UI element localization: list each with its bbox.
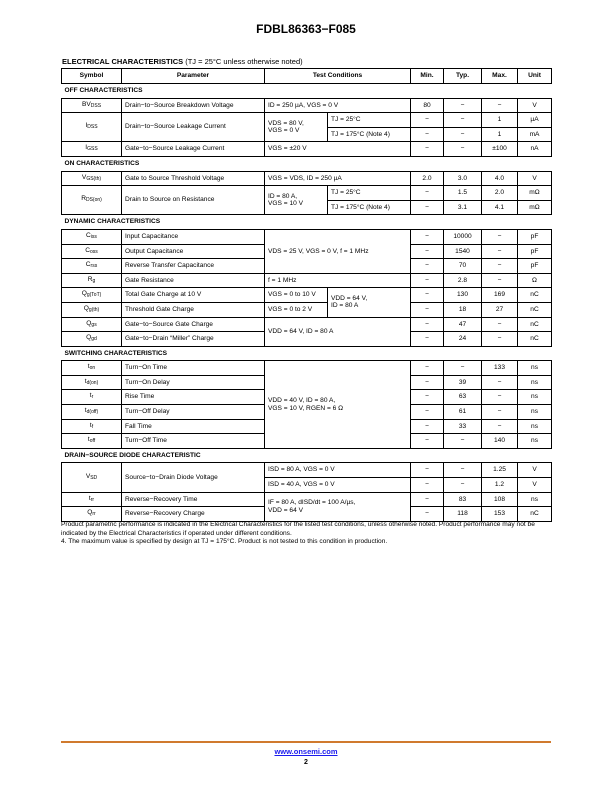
symbol: $C_{oss}$: [62, 244, 122, 259]
parameter: Input Capacitance: [122, 229, 265, 244]
table-title-main: ELECTRICAL CHARACTERISTICS: [62, 57, 184, 66]
unit: V: [518, 171, 552, 186]
unit: µA: [518, 113, 552, 128]
symbol: $R_g$: [62, 273, 122, 288]
max-value: −: [482, 317, 518, 332]
min-value: −: [411, 259, 444, 274]
parameter: Gate−to−Source Leakage Current: [122, 142, 265, 157]
footer-divider: [61, 741, 551, 743]
min-value: −: [411, 317, 444, 332]
table-row: [62, 302, 552, 317]
symbol: $Q_{rr}$: [62, 507, 122, 522]
section-dynamic: DYNAMIC CHARACTERISTICS: [62, 215, 552, 230]
max-value: 153: [482, 507, 518, 522]
cond-line: VGS = 10 V, RGEN = 6 Ω: [268, 404, 344, 412]
max-value: −: [482, 375, 518, 390]
cond-line: IF = 80 A, dISD/dt = 100 A/µs,: [268, 499, 356, 507]
parameter: Reverse Transfer Capacitance: [122, 259, 265, 274]
cond-line: VDD = 64 V: [268, 506, 304, 514]
unit: pF: [518, 244, 552, 259]
test-condition: [265, 186, 328, 215]
parameter: Turn−Off Delay: [122, 405, 265, 420]
typ-value: 33: [444, 419, 482, 434]
max-value: 169: [482, 288, 518, 303]
test-condition: VGS = 0 to 10 V: [265, 288, 328, 303]
test-condition: [265, 361, 411, 449]
unit: nC: [518, 317, 552, 332]
cond-line: VGS = 0 V: [268, 127, 300, 135]
unit: ns: [518, 361, 552, 376]
page-number: 2: [304, 759, 308, 766]
parameter: Gate−to−Source Gate Charge: [122, 317, 265, 332]
min-value: −: [411, 302, 444, 317]
max-value: 1: [482, 127, 518, 142]
symbol: $t_f$: [62, 419, 122, 434]
parameter: Drain−to−Source Leakage Current: [122, 113, 265, 142]
symbol: $C_{rss}$: [62, 259, 122, 274]
section-on: ON CHARACTERISTICS: [62, 156, 552, 171]
table-row: [62, 98, 552, 113]
unit: mΩ: [518, 200, 552, 215]
section-row: [62, 156, 552, 171]
unit: ns: [518, 492, 552, 507]
max-value: −: [482, 229, 518, 244]
min-value: −: [411, 463, 444, 478]
note-performance: Product parametric performance is indicated in the Electrical Characteristics for the listed test conditions, unless otherwise noted. Product performance may not be indicated by the Electrical Characteristics if operated under different conditions.: [61, 521, 535, 537]
typ-value: −: [444, 478, 482, 493]
typ-value: 83: [444, 492, 482, 507]
table-title-conditions: (TJ = 25°C unless otherwise noted): [185, 57, 303, 66]
max-value: −: [482, 419, 518, 434]
max-value: −: [482, 98, 518, 113]
section-diode: DRAIN−SOURCE DIODE CHARACTERISTIC: [62, 448, 552, 463]
unit: mA: [518, 127, 552, 142]
unit: nC: [518, 332, 552, 347]
typ-value: −: [444, 98, 482, 113]
typ-value: 118: [444, 507, 482, 522]
table-row: [62, 186, 552, 201]
symbol: $t_{rr}$: [62, 492, 122, 507]
max-value: −: [482, 405, 518, 420]
table-title: [62, 57, 303, 66]
notes: [61, 521, 553, 547]
test-condition: VDS = 25 V, VGS = 0 V, f = 1 MHz: [265, 229, 411, 273]
temp-condition: TJ = 25°C: [328, 186, 411, 201]
max-value: 1: [482, 113, 518, 128]
typ-value: 1540: [444, 244, 482, 259]
min-value: −: [411, 507, 444, 522]
cond-line: ID = 80 A,: [268, 192, 298, 200]
cond-line: VDD = 64 V,: [331, 294, 368, 302]
symbol: $t_{off}$: [62, 434, 122, 449]
min-value: −: [411, 390, 444, 405]
cond-line: VGS = 10 V: [268, 200, 304, 208]
cond-line: VDS = 80 V,: [268, 119, 304, 127]
max-value: 1.2: [482, 478, 518, 493]
table-header-row: [62, 69, 552, 84]
table-row: [62, 361, 552, 376]
test-condition: VGS = 0 to 2 V: [265, 302, 328, 317]
parameter: Gate−to−Drain “Miller” Charge: [122, 332, 265, 347]
max-value: 4.1: [482, 200, 518, 215]
typ-value: 3.0: [444, 171, 482, 186]
parameter: Turn−On Delay: [122, 375, 265, 390]
max-value: −: [482, 259, 518, 274]
temp-condition: TJ = 175°C (Note 4): [328, 127, 411, 142]
min-value: −: [411, 142, 444, 157]
max-value: −: [482, 332, 518, 347]
website-link[interactable]: www.onsemi.com: [274, 747, 338, 756]
min-value: −: [411, 244, 444, 259]
min-value: −: [411, 405, 444, 420]
min-value: −: [411, 113, 444, 128]
max-value: 108: [482, 492, 518, 507]
parameter: Threshold Gate Charge: [122, 302, 265, 317]
max-value: 2.0: [482, 186, 518, 201]
typ-value: 70: [444, 259, 482, 274]
unit: ns: [518, 375, 552, 390]
table-row: [62, 171, 552, 186]
parameter: Turn−Off Time: [122, 434, 265, 449]
section-switching: SWITCHING CHARACTERISTICS: [62, 346, 552, 361]
table-row: [62, 142, 552, 157]
cond-line: VDD = 40 V, ID = 80 A,: [268, 396, 336, 404]
min-value: −: [411, 127, 444, 142]
min-value: −: [411, 288, 444, 303]
typ-value: 130: [444, 288, 482, 303]
symbol: $t_{d(off)}$: [62, 405, 122, 420]
parameter: Drain−to−Source Breakdown Voltage: [122, 98, 265, 113]
typ-value: 39: [444, 375, 482, 390]
symbol: $t_r$: [62, 390, 122, 405]
min-value: −: [411, 419, 444, 434]
unit: V: [518, 478, 552, 493]
test-condition: [328, 288, 411, 317]
section-row: [62, 215, 552, 230]
unit: V: [518, 463, 552, 478]
unit: Ω: [518, 273, 552, 288]
test-condition: [265, 113, 328, 142]
page-title: FDBL86363−F085: [256, 22, 356, 36]
parameter: Fall Time: [122, 419, 265, 434]
cond-line: ID = 80 A: [331, 302, 359, 310]
test-condition: ISD = 40 A, VGS = 0 V: [265, 478, 411, 493]
typ-value: −: [444, 434, 482, 449]
min-value: −: [411, 492, 444, 507]
parameter: Gate to Source Threshold Voltage: [122, 171, 265, 186]
symbol: $BV_{DSS}$: [62, 98, 122, 113]
parameter: Reverse−Recovery Charge: [122, 507, 265, 522]
max-value: −: [482, 390, 518, 405]
min-value: −: [411, 186, 444, 201]
max-value: 27: [482, 302, 518, 317]
electrical-characteristics-table: [61, 68, 552, 522]
parameter: Total Gate Charge at 10 V: [122, 288, 265, 303]
symbol: $C_{iss}$: [62, 229, 122, 244]
section-row: [62, 84, 552, 99]
test-condition: ISD = 80 A, VGS = 0 V: [265, 463, 411, 478]
typ-value: −: [444, 142, 482, 157]
min-value: −: [411, 478, 444, 493]
parameter: Gate Resistance: [122, 273, 265, 288]
section-off: OFF CHARACTERISTICS: [62, 84, 552, 99]
temp-condition: TJ = 25°C: [328, 113, 411, 128]
test-condition: ID = 250 µA, VGS = 0 V: [265, 98, 411, 113]
min-value: −: [411, 200, 444, 215]
parameter: Output Capacitance: [122, 244, 265, 259]
symbol: $Q_{gd}$: [62, 332, 122, 347]
symbol: $V_{SD}$: [62, 463, 122, 492]
min-value: −: [411, 229, 444, 244]
symbol: $V_{GS(th)}$: [62, 171, 122, 186]
test-condition: VDD = 64 V, ID = 80 A: [265, 317, 411, 346]
test-condition: VGS = ±20 V: [265, 142, 411, 157]
typ-value: −: [444, 113, 482, 128]
unit: ns: [518, 419, 552, 434]
unit: pF: [518, 259, 552, 274]
unit: nC: [518, 507, 552, 522]
min-value: 80: [411, 98, 444, 113]
typ-value: −: [444, 127, 482, 142]
table-row: [62, 273, 552, 288]
typ-value: 1.5: [444, 186, 482, 201]
min-value: −: [411, 332, 444, 347]
unit: mΩ: [518, 186, 552, 201]
max-value: ±100: [482, 142, 518, 157]
unit: pF: [518, 229, 552, 244]
temp-condition: TJ = 175°C (Note 4): [328, 200, 411, 215]
typ-value: −: [444, 361, 482, 376]
col-parameter: Parameter: [122, 69, 265, 84]
symbol: $I_{DSS}$: [62, 113, 122, 142]
unit: nA: [518, 142, 552, 157]
unit: nC: [518, 302, 552, 317]
max-value: −: [482, 273, 518, 288]
test-condition: VGS = VDS, ID = 250 µA: [265, 171, 411, 186]
symbol: $Q_{gs}$: [62, 317, 122, 332]
col-test-conditions: Test Conditions: [265, 69, 411, 84]
parameter: Source−to−Drain Diode Voltage: [122, 463, 265, 492]
max-value: 1.25: [482, 463, 518, 478]
typ-value: 3.1: [444, 200, 482, 215]
col-symbol: Symbol: [62, 69, 122, 84]
note-4: 4. The maximum value is specified by design at TJ = 175°C. Product is not tested to this condition in production.: [61, 538, 388, 546]
table-row: [62, 317, 552, 332]
typ-value: 10000: [444, 229, 482, 244]
table-row: [62, 492, 552, 507]
parameter: Drain to Source on Resistance: [122, 186, 265, 215]
typ-value: 24: [444, 332, 482, 347]
min-value: 2.0: [411, 171, 444, 186]
min-value: −: [411, 375, 444, 390]
table-row: [62, 288, 552, 303]
typ-value: 47: [444, 317, 482, 332]
typ-value: 18: [444, 302, 482, 317]
symbol: $Q_{g(th)}$: [62, 302, 122, 317]
max-value: 133: [482, 361, 518, 376]
min-value: −: [411, 273, 444, 288]
symbol: $t_{on}$: [62, 361, 122, 376]
test-condition: f = 1 MHz: [265, 273, 411, 288]
unit: ns: [518, 390, 552, 405]
symbol: $I_{GSS}$: [62, 142, 122, 157]
parameter: Turn−On Time: [122, 361, 265, 376]
unit: ns: [518, 405, 552, 420]
typ-value: 2.8: [444, 273, 482, 288]
col-unit: Unit: [518, 69, 552, 84]
unit: V: [518, 98, 552, 113]
typ-value: −: [444, 463, 482, 478]
max-value: −: [482, 244, 518, 259]
typ-value: 61: [444, 405, 482, 420]
unit: ns: [518, 434, 552, 449]
table-row: [62, 463, 552, 478]
parameter: Rise Time: [122, 390, 265, 405]
test-condition: [265, 492, 411, 521]
symbol: $R_{DS(on)}$: [62, 186, 122, 215]
col-min: Min.: [411, 69, 444, 84]
section-row: [62, 448, 552, 463]
col-max: Max.: [482, 69, 518, 84]
parameter: Reverse−Recovery Time: [122, 492, 265, 507]
max-value: 140: [482, 434, 518, 449]
table-row: [62, 113, 552, 128]
typ-value: 63: [444, 390, 482, 405]
symbol: $t_{d(on)}$: [62, 375, 122, 390]
min-value: −: [411, 361, 444, 376]
col-typ: Typ.: [444, 69, 482, 84]
table-row: [62, 229, 552, 244]
max-value: 4.0: [482, 171, 518, 186]
unit: nC: [518, 288, 552, 303]
section-row: [62, 346, 552, 361]
min-value: −: [411, 434, 444, 449]
symbol: $Q_{g(ToT)}$: [62, 288, 122, 303]
